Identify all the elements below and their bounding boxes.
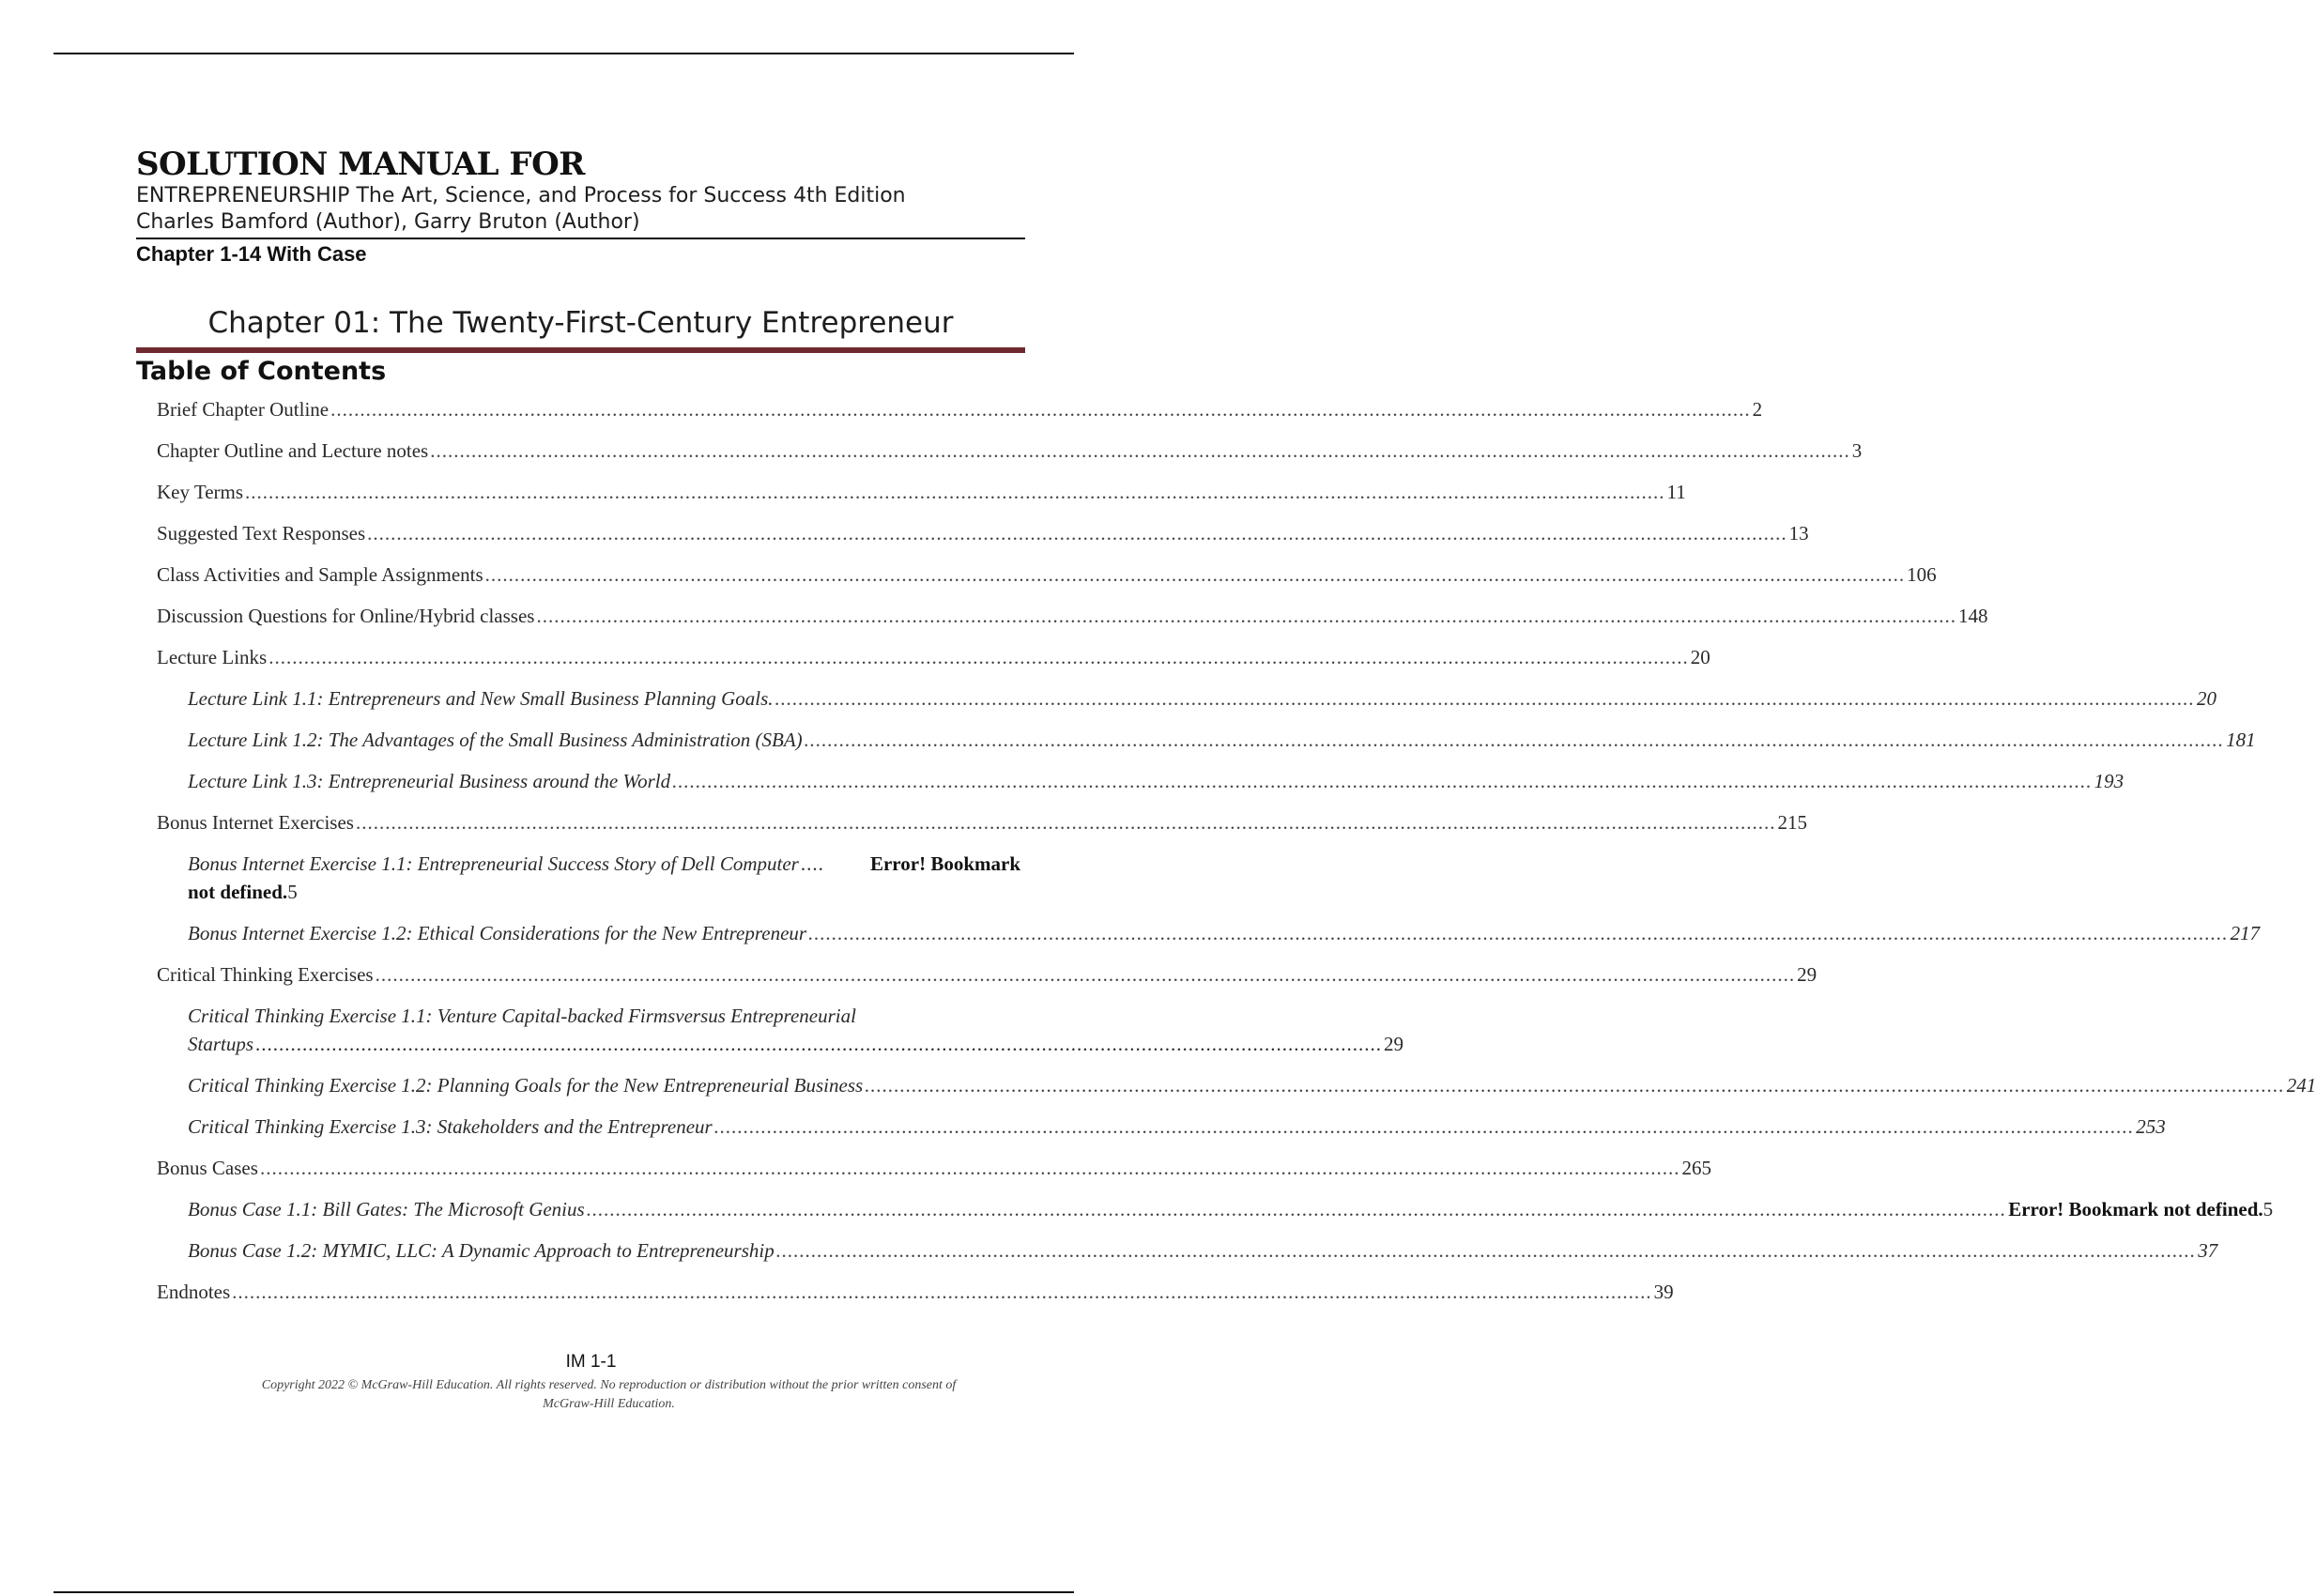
toc-entry-page: 29: [1384, 1033, 1404, 1055]
toc-entry-bonus-internet-exercise-1-2[interactable]: [136, 919, 2261, 947]
toc-entry-label: Lecture Links: [157, 646, 268, 668]
dot-leader: [536, 602, 1956, 630]
dot-leader: [808, 919, 2229, 947]
bookmark-error: Error! Bookmark: [869, 852, 1020, 875]
top-rule: [54, 53, 1074, 54]
toc-entry-page: 11: [1666, 481, 1686, 503]
toc-entry-label: Class Activities and Sample Assignments: [157, 563, 483, 586]
table-of-contents: [136, 395, 2316, 1306]
toc-entry-key-terms[interactable]: [136, 478, 1686, 506]
toc-entry-page: 37: [2198, 1239, 2218, 1262]
toc-entry-lecture-link-1-2[interactable]: [136, 726, 2256, 754]
toc-entry-label: Lecture Link 1.2: The Advantages of the Small Business Administration (SBA): [188, 729, 803, 751]
dot-leader: [376, 960, 1796, 989]
chapter-range: Chapter 1-14 With Case: [136, 242, 367, 266]
toc-entry-critical-thinking-exercise-1-3[interactable]: [136, 1113, 2166, 1141]
book-title: ENTREPRENEURSHIP The Art, Science, and Process for Success 4th Edition: [136, 184, 906, 207]
bottom-rule: [54, 1591, 1074, 1593]
toc-entry-page: 253: [2136, 1115, 2166, 1138]
toc-entry-bonus-case-1-2[interactable]: [136, 1236, 2218, 1265]
toc-entry-discussion-questions[interactable]: [136, 602, 1988, 630]
toc-entry-chapter-outline[interactable]: [136, 437, 1863, 465]
dot-leader: [367, 519, 1787, 547]
toc-entry-page: 39: [1653, 1281, 1674, 1303]
toc-entry-label-continued: Startups: [188, 1033, 254, 1055]
toc-entry-critical-thinking-exercises[interactable]: [136, 960, 1818, 989]
toc-entry-bonus-case-1-1[interactable]: [136, 1195, 2274, 1223]
toc-entry-page: 193: [2094, 770, 2124, 792]
toc-entry-label: Critical Thinking Exercise 1.2: Planning Goals for the New Entrepreneurial Business: [188, 1074, 864, 1097]
dot-leader: [245, 478, 1665, 506]
toc-entry-label: Key Terms: [157, 481, 244, 503]
toc-entry-label: Critical Thinking Exercise 1.3: Stakeholders and the Entrepreneur: [188, 1115, 713, 1138]
dot-leader: ....: [800, 852, 824, 875]
toc-entry-label: Lecture Link 1.3: Entrepreneurial Business around the World: [188, 770, 671, 792]
toc-entry-label: Endnotes: [157, 1281, 231, 1303]
toc-entry-endnotes[interactable]: [136, 1278, 1674, 1306]
toc-entry-page: 3: [1851, 439, 1863, 462]
toc-entry-bonus-cases[interactable]: [136, 1154, 1711, 1182]
toc-entry-label: Critical Thinking Exercise 1.1: Venture Capital-backed Firmsversus Entrepreneurial: [188, 1005, 856, 1027]
book-authors: Charles Bamford (Author), Garry Bruton (Author): [136, 209, 1025, 239]
toc-entry-brief-chapter-outline[interactable]: [136, 395, 1763, 423]
toc-entry-label: Brief Chapter Outline: [157, 398, 330, 421]
dot-leader: [268, 643, 1689, 671]
dot-leader: [805, 726, 2225, 754]
dot-leader: [430, 437, 1850, 465]
toc-entry-label: Bonus Cases: [157, 1157, 258, 1179]
toc-entry-label: Bonus Case 1.2: MYMIC, LLC: A Dynamic Approach to Entrepreneurship: [188, 1239, 775, 1262]
toc-entry-label: Bonus Internet Exercise 1.2: Ethical Considerations for the New Entrepreneur: [188, 922, 807, 944]
toc-entry-critical-thinking-exercise-1-1[interactable]: [136, 1002, 1404, 1058]
solution-manual-title: SOLUTION MANUAL FOR: [136, 146, 585, 183]
toc-entry-lecture-link-1-1[interactable]: [136, 684, 2217, 713]
page-footer: [136, 1352, 1025, 1414]
bookmark-error: Error! Bookmark not defined.: [2008, 1198, 2263, 1220]
toc-entry-label: Chapter Outline and Lecture notes: [157, 439, 429, 462]
toc-entry-label: Suggested Text Responses: [157, 522, 366, 545]
dot-leader: [714, 1113, 2135, 1141]
toc-heading: Table of Contents: [136, 357, 387, 386]
toc-entry-page: 29: [1797, 963, 1818, 986]
toc-entry-page: 217: [2230, 922, 2261, 944]
toc-entry-page: 13: [1788, 522, 1809, 545]
toc-entry-page: 265: [1681, 1157, 1711, 1179]
toc-entry-suggested-text-responses[interactable]: [136, 519, 1809, 547]
copyright-line: McGraw-Hill Education.: [543, 1397, 675, 1411]
toc-entry-label: Bonus Case 1.1: Bill Gates: The Microsoft Genius: [188, 1198, 585, 1220]
toc-entry-bonus-internet-exercises[interactable]: [136, 808, 1807, 836]
dot-leader: [775, 684, 2196, 713]
dot-leader: [260, 1154, 1680, 1182]
toc-entry-label: Bonus Internet Exercises: [157, 811, 354, 834]
dot-leader: [865, 1071, 2285, 1099]
dot-leader: ................................................................................................................................................................................................: [255, 1033, 1383, 1055]
toc-entry-bonus-internet-exercise-1-1[interactable]: [136, 850, 1025, 906]
toc-entry-label: Discussion Questions for Online/Hybrid classes: [157, 605, 535, 627]
document-page: [136, 146, 2316, 1319]
toc-entry-lecture-link-1-3[interactable]: [136, 767, 2124, 795]
toc-entry-label: Bonus Internet Exercise 1.1: Entrepreneurial Success Story of Dell Computer: [188, 852, 799, 875]
page-identifier: IM 1-1: [565, 1352, 617, 1372]
toc-entry-page: 181: [2226, 729, 2256, 751]
dot-leader: [776, 1236, 2197, 1265]
toc-entry-page: 106: [1907, 563, 1937, 586]
dot-leader: [330, 395, 1751, 423]
toc-entry-page: 148: [1957, 605, 1988, 627]
toc-entry-critical-thinking-exercise-1-2[interactable]: [136, 1071, 2316, 1099]
chapter-heading: Chapter 01: The Twenty-First-Century Entrepreneur: [136, 304, 1025, 353]
dot-leader: [356, 808, 1776, 836]
copyright-notice: [136, 1376, 1025, 1414]
toc-entry-page: 241: [2286, 1074, 2316, 1097]
toc-entry-label: Critical Thinking Exercises: [157, 963, 374, 986]
toc-entry-page: 2: [1752, 398, 1763, 421]
toc-entry-page: 5: [2262, 1198, 2274, 1220]
toc-entry-lecture-links[interactable]: [136, 643, 1710, 671]
toc-entry-page: 215: [1777, 811, 1807, 834]
copyright-line: Copyright 2022 © McGraw-Hill Education. All rights reserved. No reproduction or distribution without the prior written consent of: [261, 1378, 957, 1392]
toc-entry-class-activities[interactable]: [136, 560, 1937, 589]
toc-entry-label: Lecture Link 1.1: Entrepreneurs and New Small Business Planning Goals.: [188, 687, 774, 710]
toc-entry-page: 5: [287, 881, 298, 903]
dot-leader: [485, 560, 1906, 589]
dot-leader: [672, 767, 2093, 795]
toc-entry-page: 20: [1690, 646, 1710, 668]
toc-entry-page: 20: [2197, 687, 2217, 710]
dot-leader: [232, 1278, 1652, 1306]
bookmark-error-continued: not defined.: [188, 881, 288, 903]
dot-leader: [587, 1195, 2007, 1223]
